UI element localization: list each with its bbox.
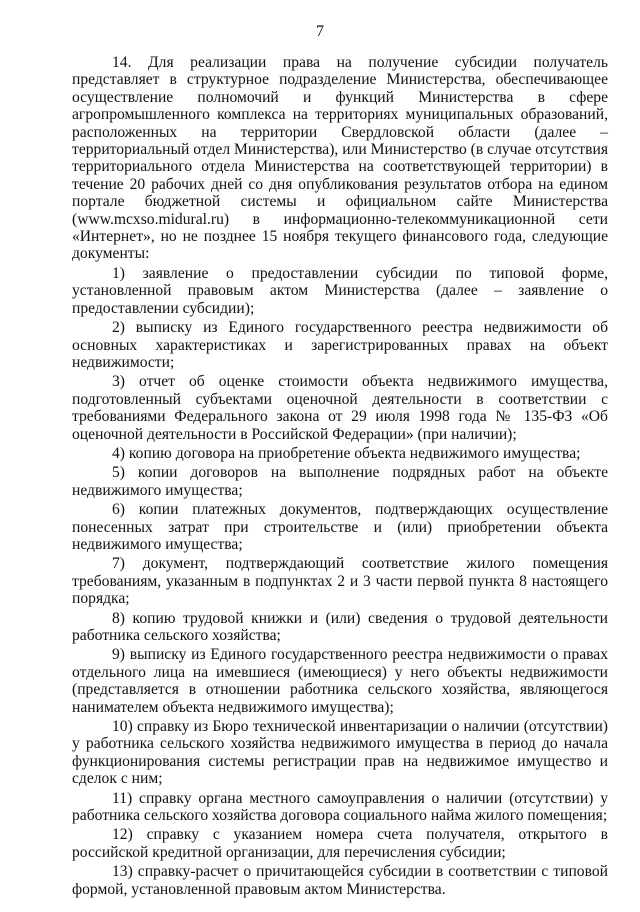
list-item-11: 11) справку органа местного самоуправления о наличии (отсутствии) у работника сельского хозяйства договора социального найма жилого помещения; <box>72 789 608 825</box>
list-item-9: 9) выписку из Единого государственного реестра недвижимости о правах отдельного лица на имевшиеся (имеющиеся) у него объекты недвижимости (представляется в отношении работника сельского хозяйства, являющегося нанимателем объекта недвижимого имущества); <box>72 646 608 716</box>
list-item-6: 6) копии платежных документов, подтверждающих осуществление понесенных затрат при строительстве и (или) приобретении объекта недвижимого имущества; <box>72 501 608 553</box>
list-item-2: 2) выписку из Единого государственного реестра недвижимости об основных характеристиках и зарегистрированных правах на объект недвижимости; <box>72 319 608 371</box>
list-item-10: 10) справку из Бюро технической инвентаризации о наличии (отсутствии) у работника сельского хозяйства недвижимого имущества в период до начала функционирования системы регистрации прав на недвижимое имущество и сделок с ним; <box>72 718 608 788</box>
page-number: 7 <box>316 23 324 40</box>
paragraph-14: 14. Для реализации права на получение субсидии получатель представляет в структурное подразделение Министерства, обеспечивающее осуществление полномочий и функций Министерства в сфере агропромышленного комплекса на территориях муниципальных образований, расположенных на территории Свердловской области (далее – территориальный отдел Министерства), или Министерство (в случае отсутствия территориального отдела Министерства на соответствующей территории) в течение 20 рабочих дней со дня опубликования результатов отбора на едином портале бюджетной системы и официальном сайте Министерства (www.mcxso.midural.ru) в информационно-телекоммуникационной сети «Интернет», но не позднее 15 ноября текущего финансового года, следующие документы: <box>72 54 608 263</box>
document-body <box>72 54 608 900</box>
list-item-7: 7) документ, подтверждающий соответствие жилого помещения требованиям, указанным в подпунктах 2 и 3 части первой пункта 8 настоящего порядка; <box>72 555 608 608</box>
list-item-1: 1) заявление о предоставлении субсидии по типовой форме, установленной правовым актом Министерства (далее – заявление о предоставлении субсидии); <box>72 264 608 317</box>
list-item-8: 8) копию трудовой книжки и (или) сведения о трудовой деятельности работника сельского хозяйства; <box>72 609 608 644</box>
list-item-5: 5) копии договоров на выполнение подрядных работ на объекте недвижимого имущества; <box>72 464 608 499</box>
list-item-13: 13) справку-расчет о причитающейся субсидии в соответствии с типовой формой, установленной правовым актом Министерства. <box>72 863 608 898</box>
list-item-3: 3) отчет об оценке стоимости объекта недвижимого имущества, подготовленный субъектами оценочной деятельности в соответствии с требованиями Федерального закона от 29 июля 1998 года № 135-ФЗ «Об оценочной деятельности в Российской Федерации» (при наличии); <box>72 373 608 443</box>
list-item-12: 12) справку с указанием номера счета получателя, открытого в российской кредитной организации, для перечисления субсидии; <box>72 826 608 861</box>
list-item-4: 4) копию договора на приобретение объекта недвижимого имущества; <box>112 444 581 462</box>
